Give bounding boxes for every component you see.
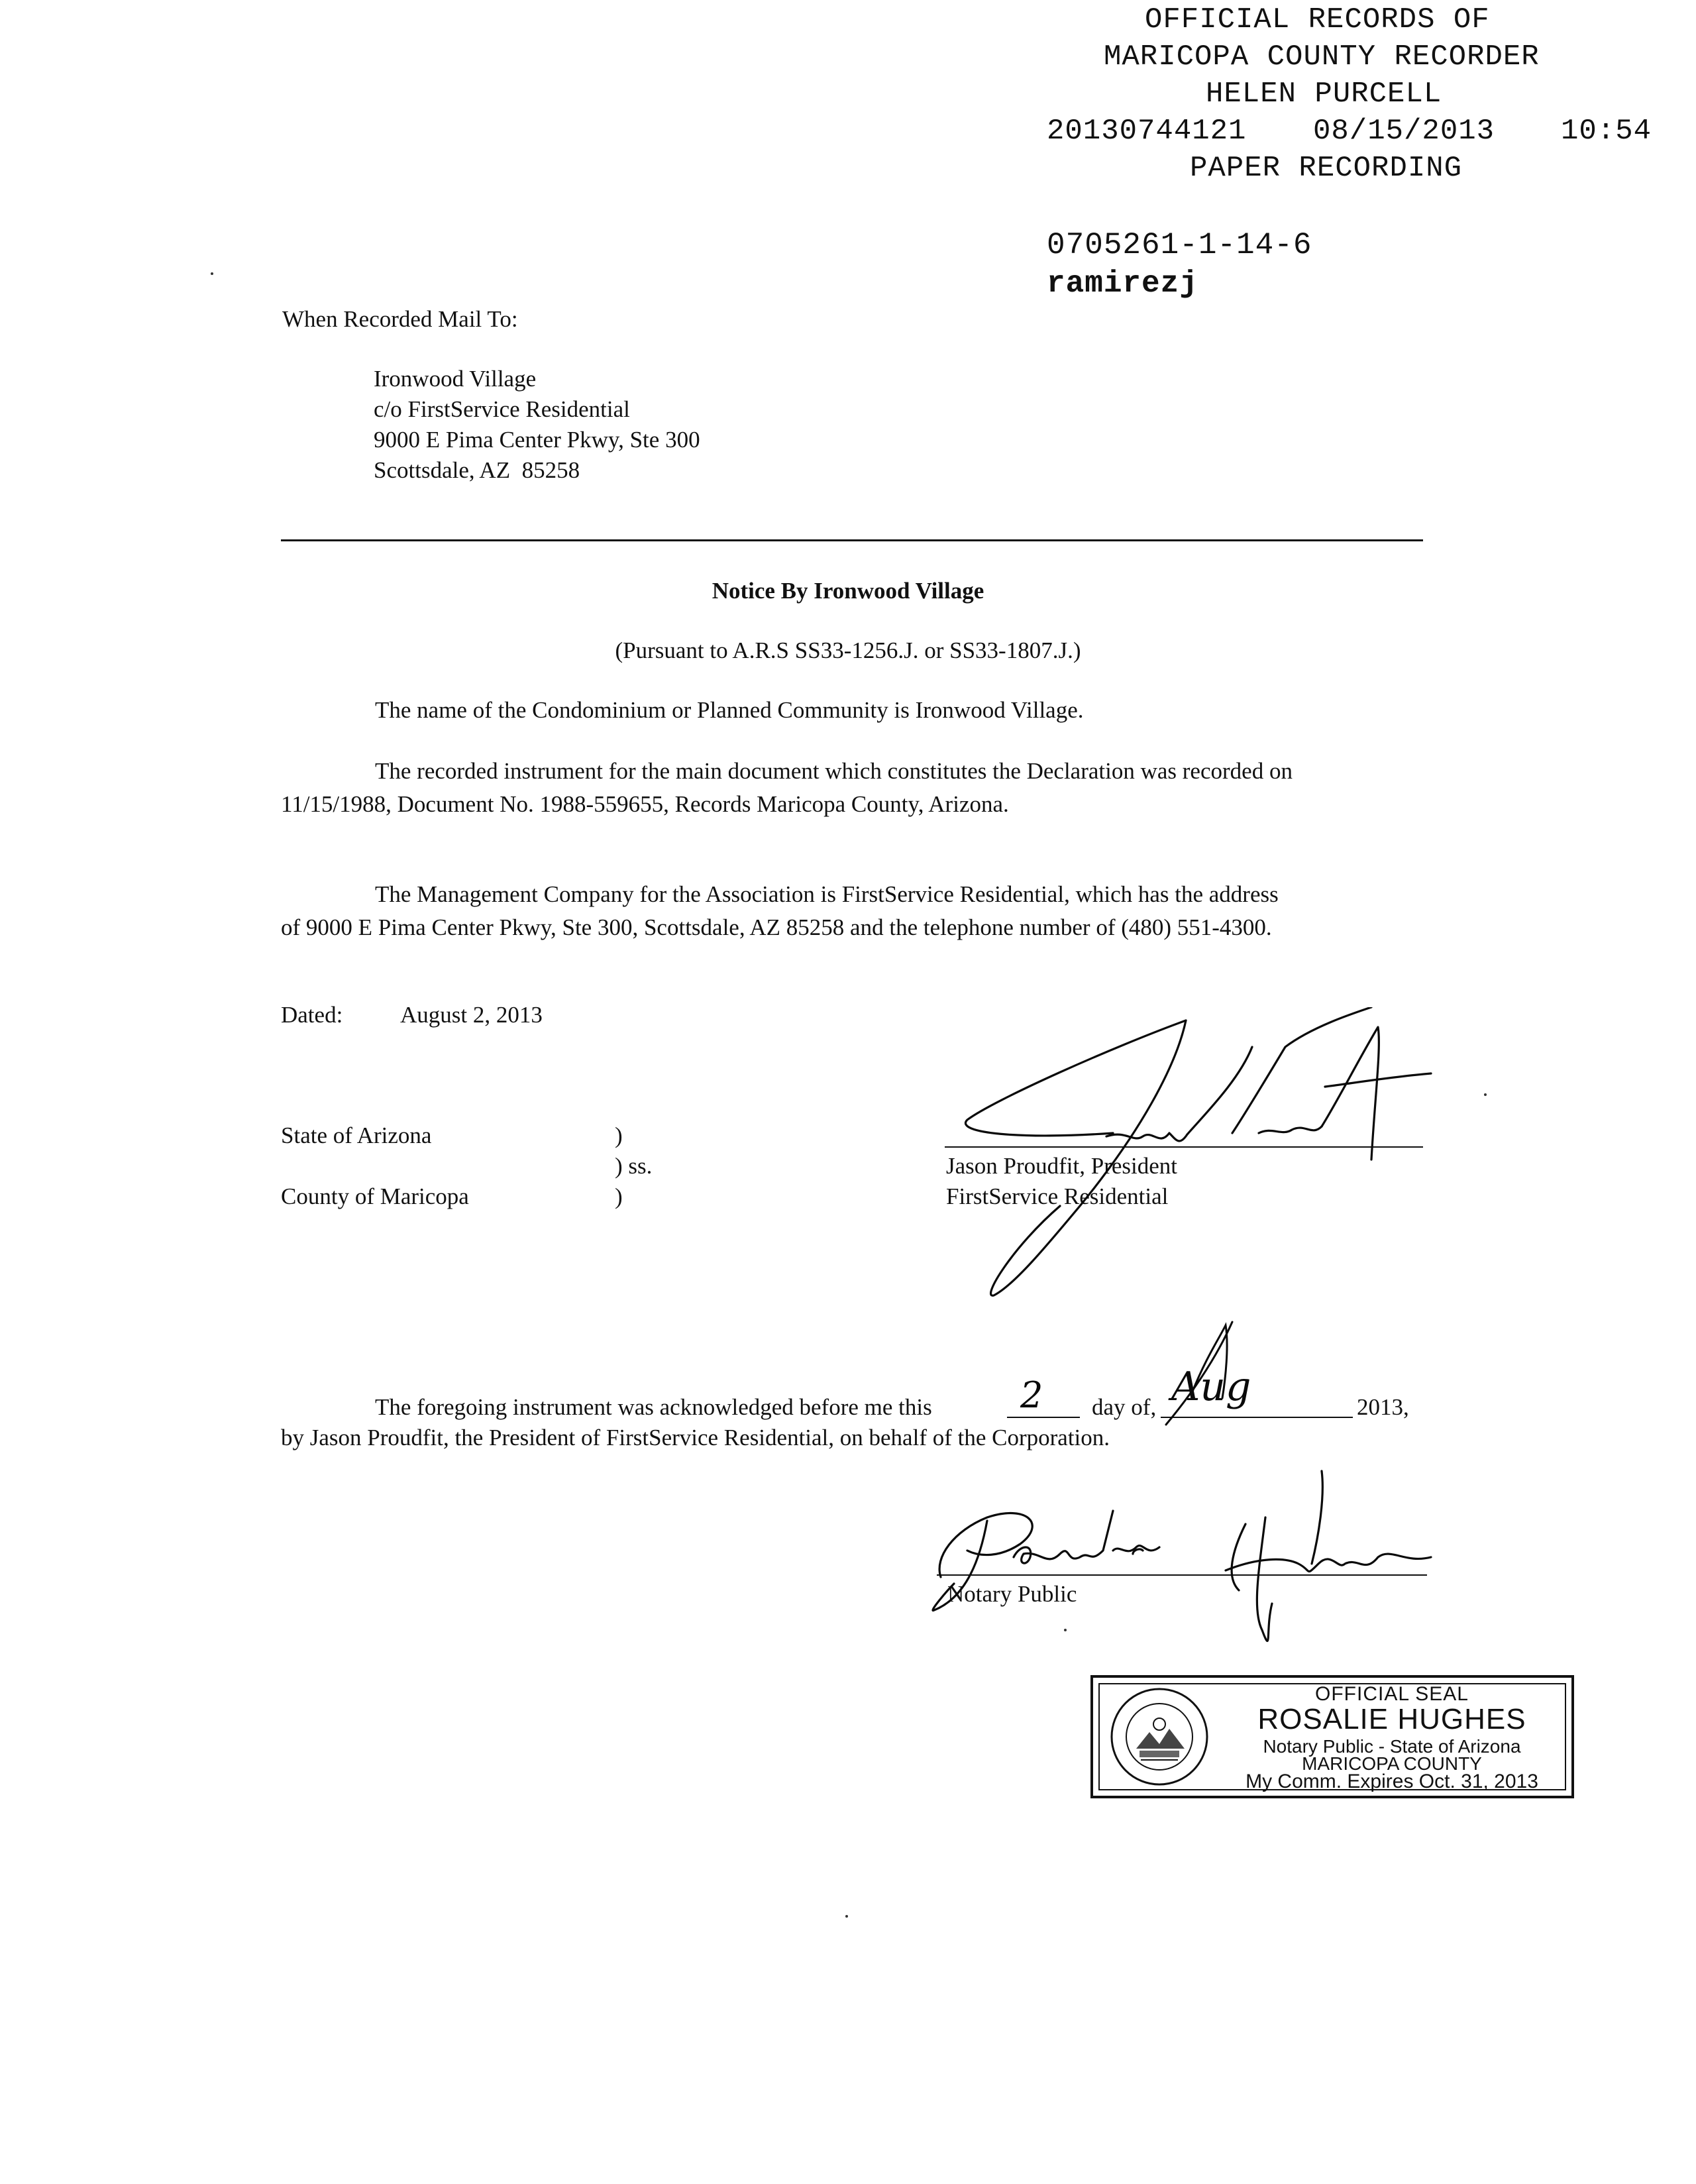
signer-name-title: Jason Proudfit, President xyxy=(946,1153,1178,1179)
month-flourish xyxy=(1153,1319,1246,1431)
signer-company: FirstService Residential xyxy=(946,1183,1169,1209)
signer-signature xyxy=(914,1007,1458,1299)
venue-paren-1: ) xyxy=(615,1122,623,1148)
seal-line-3: Notary Public - State of Arizona xyxy=(1263,1736,1521,1757)
seal-line-4: MARICOPA COUNTY xyxy=(1302,1753,1482,1774)
mail-to-line-3: 9000 E Pima Center Pkwy, Ste 300 xyxy=(374,427,700,453)
ack-day-line xyxy=(1007,1417,1080,1418)
recorder-time: 10:54 xyxy=(1561,115,1652,148)
recorder-stamp-line3: HELEN PURCELL xyxy=(1206,78,1442,111)
mail-to-line-2: c/o FirstService Residential xyxy=(374,396,630,422)
ack-line-2: by Jason Proudfit, the President of FirstService Residential, on behalf of the Corporation. xyxy=(281,1425,1110,1450)
notice-para-2-line-1: The recorded instrument for the main document which constitutes the Declaration was recorded on xyxy=(375,758,1293,784)
notary-label: Notary Public xyxy=(947,1581,1077,1607)
venue-paren-3: ) xyxy=(615,1183,623,1209)
venue-paren-ss: ) ss. xyxy=(615,1153,653,1179)
venue-state: State of Arizona xyxy=(281,1122,432,1148)
scan-speck xyxy=(211,272,213,275)
mail-to-line-4: Scottsdale, AZ 85258 xyxy=(374,457,580,483)
recorder-ref-code: 0705261-1-14-6 xyxy=(1047,228,1312,262)
notice-para-2-line-2: 11/15/1988, Document No. 1988-559655, Records Maricopa County, Arizona. xyxy=(281,791,1009,817)
dated-label: Dated: xyxy=(281,1002,343,1028)
recorder-clerk: ramirezj xyxy=(1047,266,1198,301)
recorder-date: 08/15/2013 xyxy=(1313,115,1495,148)
venue-county: County of Maricopa xyxy=(281,1183,469,1209)
seal-commission-expiry: My Comm. Expires Oct. 31, 2013 xyxy=(1246,1771,1538,1792)
scan-speck xyxy=(845,1915,848,1918)
seal-heading: OFFICIAL SEAL xyxy=(1315,1683,1469,1705)
arizona-state-seal-emblem xyxy=(1106,1686,1212,1788)
notice-para-3-line-1: The Management Company for the Association is FirstService Residential, which has the address xyxy=(375,881,1279,907)
scan-speck xyxy=(1484,1093,1487,1096)
recorder-stamp-line5: PAPER RECORDING xyxy=(1190,152,1463,185)
ack-line-1-start: The foregoing instrument was acknowledged before me this xyxy=(375,1394,932,1420)
dated-value: August 2, 2013 xyxy=(400,1002,543,1028)
recorder-stamp-line2: MARICOPA COUNTY RECORDER xyxy=(1104,40,1540,74)
notice-para-1: The name of the Condominium or Planned Community is Ironwood Village. xyxy=(375,697,1084,723)
ack-day-of: day of, xyxy=(1092,1394,1157,1420)
notice-para-3-line-2: of 9000 E Pima Center Pkwy, Ste 300, Scottsdale, AZ 85258 and the telephone number of (480) 551-4300. xyxy=(281,914,1272,940)
recorder-doc-number: 20130744121 xyxy=(1047,115,1247,148)
divider-line xyxy=(281,539,1423,541)
ack-year: 2013, xyxy=(1357,1394,1409,1420)
ack-day-value: 2 xyxy=(1020,1374,1043,1416)
notice-subtitle: (Pursuant to A.R.S SS33-1256.J. or SS33-1807.J.) xyxy=(615,637,1081,663)
seal-notary-name: ROSALIE HUGHES xyxy=(1257,1703,1526,1735)
ack-month-value: Aug xyxy=(1171,1364,1251,1410)
mail-to-heading: When Recorded Mail To: xyxy=(282,306,518,332)
recorder-stamp-line1: OFFICIAL RECORDS OF xyxy=(1145,3,1490,36)
notice-title: Notice By Ironwood Village xyxy=(712,578,984,604)
notary-seal xyxy=(1090,1675,1574,1798)
notary-signature xyxy=(914,1458,1458,1663)
scan-speck xyxy=(1064,1629,1067,1631)
mail-to-line-1: Ironwood Village xyxy=(374,366,537,392)
